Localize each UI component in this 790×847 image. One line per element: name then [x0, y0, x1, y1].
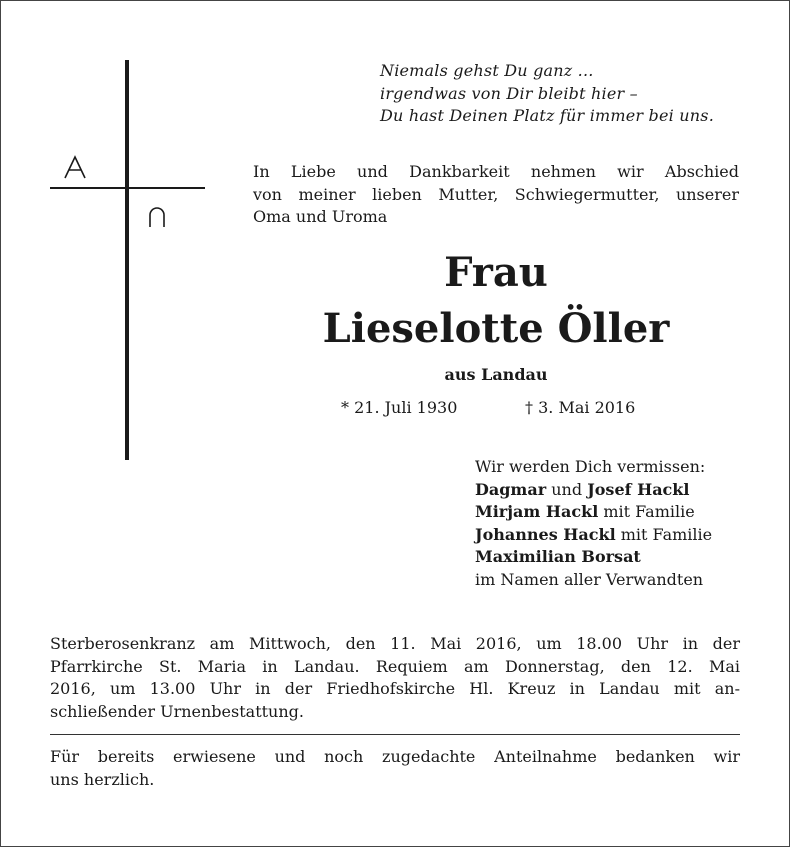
intro-text: [253, 161, 739, 229]
intro-line: In Liebe und Dankbarkeit nehmen wir Abschied: [253, 162, 739, 181]
poem-line: Du hast Deinen Platz für immer bei uns.: [380, 106, 714, 125]
poem-line: irgendwas von Dir bleibt hier –: [380, 83, 638, 103]
mourner-suffix: mit Familie: [598, 502, 695, 521]
cross-bar: [50, 187, 205, 189]
thanks-line: Für bereits erwiesene und noch zugedachte Anteilnahme bedanken wir: [50, 747, 740, 766]
service-line: 2016, um 13.00 Uhr in der Friedhofskirche Hl. Kreuz in Landau mit an-: [50, 679, 740, 698]
mourner-conjunction: und: [546, 479, 588, 499]
mourners-closing: im Namen aller Verwandten: [475, 569, 704, 589]
deceased-salutation: Frau: [444, 249, 548, 296]
service-info: [50, 633, 740, 723]
mourner-line: [475, 546, 712, 569]
mourner-line: [475, 501, 712, 524]
deceased-origin: aus Landau: [444, 365, 548, 384]
intro-line: Oma und Uroma: [253, 207, 388, 226]
poem-line: Niemals gehst Du ganz ...: [380, 61, 594, 80]
deceased-name: Lieselotte Öller: [322, 305, 670, 352]
thanks-line: uns herzlich.: [50, 769, 155, 789]
omega-icon: [148, 206, 166, 228]
mourners-intro: Wir werden Dich vermissen:: [475, 457, 706, 476]
mourner-suffix: mit Familie: [615, 524, 713, 544]
mourner-line: [475, 524, 712, 547]
mourner-name: Josef Hackl: [587, 479, 690, 499]
thanks-text: [50, 746, 740, 791]
mourner-name: Maximilian Borsat: [475, 547, 641, 566]
mourner-name: Dagmar: [475, 479, 547, 499]
alpha-icon: [63, 154, 87, 180]
service-line: schließender Urnenbestattung.: [50, 701, 304, 721]
cross-icon: [125, 60, 129, 460]
birth-date: * 21. Juli 1930: [341, 398, 458, 417]
divider: [50, 734, 740, 735]
intro-line: von meiner lieben Mutter, Schwiegermutter, unserer: [253, 184, 739, 204]
service-line: Sterberosenkranz am Mittwoch, den 11. Mai 2016, um 18.00 Uhr in der: [50, 634, 740, 653]
poem: [380, 60, 714, 128]
service-line: Pfarrkirche St. Maria in Landau. Requiem am Donnerstag, den 12. Mai: [50, 656, 740, 676]
mourners-list: [475, 456, 712, 591]
death-date: † 3. Mai 2016: [525, 398, 636, 417]
mourner-name: Mirjam Hackl: [475, 502, 599, 521]
mourner-name: Johannes Hackl: [475, 524, 616, 544]
mourner-line: [475, 479, 712, 502]
